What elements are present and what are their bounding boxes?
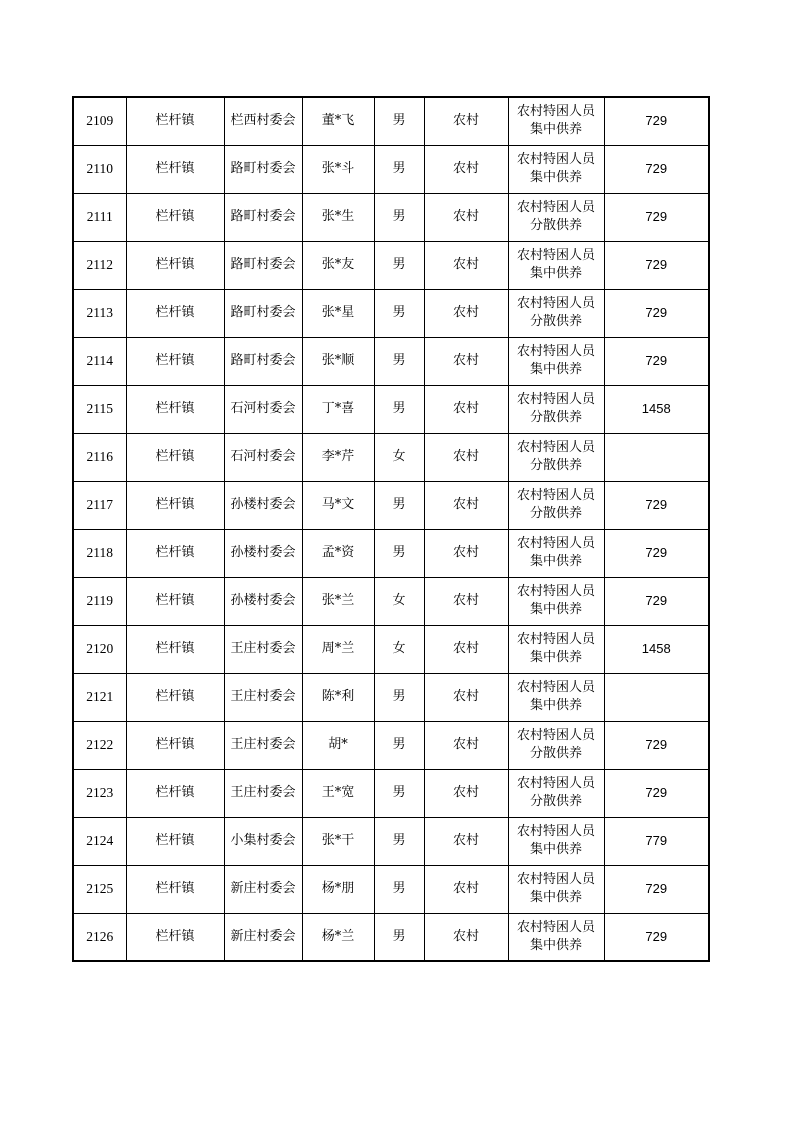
cell-person-name: 胡* xyxy=(302,721,374,769)
cell-village-text: 王庄村委会 xyxy=(230,641,296,656)
table-row xyxy=(73,529,709,577)
cell-record-number: 2125 xyxy=(73,865,126,913)
cell-person-name: 张*友 xyxy=(302,241,374,289)
cell-support-category xyxy=(508,481,604,529)
cell-record-number: 2126 xyxy=(73,913,126,961)
cell-town: 栏杆镇 xyxy=(126,193,224,241)
cell-support-category-text: 农村特困人员集中供养 xyxy=(516,344,595,377)
cell-record-number: 2123 xyxy=(73,769,126,817)
cell-gender: 女 xyxy=(374,625,424,673)
cell-area-type: 农村 xyxy=(424,529,508,577)
cell-amount: 1458 xyxy=(604,625,709,673)
cell-village-text: 新庄村委会 xyxy=(230,928,296,944)
cell-village-text: 路町村委会 xyxy=(230,257,296,272)
cell-village xyxy=(224,625,302,673)
cell-record-number: 2124 xyxy=(73,817,126,865)
table-row xyxy=(73,721,709,769)
cell-support-category xyxy=(508,529,604,577)
cell-area-type: 农村 xyxy=(424,673,508,721)
cell-village xyxy=(224,145,302,193)
cell-person-name: 杨*朋 xyxy=(302,865,374,913)
cell-town: 栏杆镇 xyxy=(126,385,224,433)
cell-support-category xyxy=(508,385,604,433)
cell-person-name: 张*斗 xyxy=(302,145,374,193)
cell-village xyxy=(224,529,302,577)
cell-support-category-text: 农村特困人员集中供养 xyxy=(516,536,595,569)
cell-gender: 男 xyxy=(374,865,424,913)
cell-village-text: 小集村委会 xyxy=(230,833,296,848)
cell-record-number: 2109 xyxy=(73,97,126,145)
cell-person-name: 张*生 xyxy=(302,193,374,241)
cell-town: 栏杆镇 xyxy=(126,433,224,481)
cell-amount: 729 xyxy=(604,769,709,817)
cell-village-text: 路町村委会 xyxy=(230,209,296,224)
cell-gender: 男 xyxy=(374,97,424,145)
table-row xyxy=(73,625,709,673)
cell-record-number: 2116 xyxy=(73,433,126,481)
cell-support-category xyxy=(508,625,604,673)
table-row xyxy=(73,673,709,721)
table-row xyxy=(73,97,709,145)
cell-town: 栏杆镇 xyxy=(126,481,224,529)
cell-village-text: 王庄村委会 xyxy=(230,689,296,704)
cell-amount: 729 xyxy=(604,289,709,337)
cell-support-category-text: 农村特困人员分散供养 xyxy=(516,440,595,473)
cell-amount: 729 xyxy=(604,97,709,145)
cell-area-type: 农村 xyxy=(424,145,508,193)
cell-record-number: 2111 xyxy=(73,193,126,241)
cell-support-category xyxy=(508,289,604,337)
cell-person-name: 丁*喜 xyxy=(302,385,374,433)
cell-village xyxy=(224,193,302,241)
cell-gender: 男 xyxy=(374,529,424,577)
cell-village xyxy=(224,481,302,529)
table-row xyxy=(73,145,709,193)
cell-record-number: 2121 xyxy=(73,673,126,721)
cell-support-category-text: 农村特困人员分散供养 xyxy=(516,488,595,521)
cell-amount: 729 xyxy=(604,337,709,385)
cell-village xyxy=(224,385,302,433)
cell-town: 栏杆镇 xyxy=(126,721,224,769)
cell-village-text: 孙楼村委会 xyxy=(230,593,296,608)
table-row xyxy=(73,817,709,865)
cell-village xyxy=(224,97,302,145)
cell-village-text: 路町村委会 xyxy=(230,353,296,368)
cell-gender: 男 xyxy=(374,769,424,817)
table-row xyxy=(73,193,709,241)
cell-amount: 729 xyxy=(604,721,709,769)
cell-support-category-text: 农村特困人员集中供养 xyxy=(516,632,595,665)
cell-gender: 男 xyxy=(374,193,424,241)
cell-support-category-text: 农村特困人员集中供养 xyxy=(516,248,595,281)
cell-support-category-text: 农村特困人员集中供养 xyxy=(516,919,595,953)
cell-village xyxy=(224,337,302,385)
cell-support-category-text: 农村特困人员分散供养 xyxy=(516,296,595,329)
cell-gender: 男 xyxy=(374,289,424,337)
cell-person-name: 王*宽 xyxy=(302,769,374,817)
cell-record-number: 2114 xyxy=(73,337,126,385)
cell-village xyxy=(224,865,302,913)
cell-record-number: 2113 xyxy=(73,289,126,337)
cell-person-name: 张*顺 xyxy=(302,337,374,385)
cell-record-number: 2110 xyxy=(73,145,126,193)
cell-support-category xyxy=(508,769,604,817)
table-row xyxy=(73,865,709,913)
cell-village xyxy=(224,721,302,769)
cell-amount xyxy=(604,433,709,481)
cell-support-category-text: 农村特困人员分散供养 xyxy=(516,392,595,425)
cell-area-type: 农村 xyxy=(424,433,508,481)
cell-town: 栏杆镇 xyxy=(126,673,224,721)
cell-town: 栏杆镇 xyxy=(126,337,224,385)
cell-amount: 729 xyxy=(604,865,709,913)
cell-village xyxy=(224,241,302,289)
table-row xyxy=(73,913,709,961)
cell-area-type: 农村 xyxy=(424,577,508,625)
cell-town: 栏杆镇 xyxy=(126,577,224,625)
cell-gender: 男 xyxy=(374,337,424,385)
cell-amount: 729 xyxy=(604,913,709,961)
cell-support-category xyxy=(508,721,604,769)
cell-village xyxy=(224,817,302,865)
cell-record-number: 2120 xyxy=(73,625,126,673)
cell-support-category-text: 农村特困人员分散供养 xyxy=(516,776,595,809)
cell-town: 栏杆镇 xyxy=(126,865,224,913)
cell-person-name: 马*文 xyxy=(302,481,374,529)
cell-village-text: 王庄村委会 xyxy=(230,785,296,800)
table-row xyxy=(73,289,709,337)
cell-village-text: 栏西村委会 xyxy=(230,113,296,129)
table-row xyxy=(73,241,709,289)
cell-area-type: 农村 xyxy=(424,769,508,817)
cell-amount: 1458 xyxy=(604,385,709,433)
cell-record-number: 2117 xyxy=(73,481,126,529)
cell-area-type: 农村 xyxy=(424,913,508,961)
cell-area-type: 农村 xyxy=(424,289,508,337)
cell-person-name: 张*兰 xyxy=(302,577,374,625)
cell-person-name: 陈*利 xyxy=(302,673,374,721)
cell-person-name: 周*兰 xyxy=(302,625,374,673)
cell-support-category xyxy=(508,433,604,481)
cell-support-category xyxy=(508,337,604,385)
cell-town: 栏杆镇 xyxy=(126,625,224,673)
cell-support-category-text: 农村特困人员集中供养 xyxy=(516,872,595,905)
cell-village xyxy=(224,577,302,625)
cell-amount xyxy=(604,673,709,721)
cell-gender: 男 xyxy=(374,241,424,289)
table-row xyxy=(73,385,709,433)
cell-record-number: 2122 xyxy=(73,721,126,769)
cell-support-category xyxy=(508,913,604,961)
cell-amount: 729 xyxy=(604,193,709,241)
cell-gender: 男 xyxy=(374,721,424,769)
cell-town: 栏杆镇 xyxy=(126,145,224,193)
cell-gender: 女 xyxy=(374,577,424,625)
cell-amount: 729 xyxy=(604,577,709,625)
cell-gender: 男 xyxy=(374,145,424,193)
cell-village-text: 石河村委会 xyxy=(230,449,296,464)
cell-area-type: 农村 xyxy=(424,481,508,529)
cell-town: 栏杆镇 xyxy=(126,817,224,865)
cell-support-category xyxy=(508,145,604,193)
cell-support-category-text: 农村特困人员集中供养 xyxy=(516,104,595,138)
cell-amount: 729 xyxy=(604,145,709,193)
cell-person-name: 杨*兰 xyxy=(302,913,374,961)
cell-village xyxy=(224,433,302,481)
cell-gender: 男 xyxy=(374,673,424,721)
cell-area-type: 农村 xyxy=(424,625,508,673)
cell-area-type: 农村 xyxy=(424,817,508,865)
table-row xyxy=(73,433,709,481)
cell-person-name: 张*干 xyxy=(302,817,374,865)
table-row xyxy=(73,769,709,817)
cell-village xyxy=(224,769,302,817)
cell-village-text: 王庄村委会 xyxy=(230,737,296,752)
cell-record-number: 2119 xyxy=(73,577,126,625)
cell-area-type: 农村 xyxy=(424,385,508,433)
cell-support-category xyxy=(508,193,604,241)
cell-village-text: 新庄村委会 xyxy=(230,881,296,896)
relief-roster-table xyxy=(72,96,710,962)
cell-village xyxy=(224,913,302,961)
cell-village-text: 石河村委会 xyxy=(230,401,296,416)
cell-support-category-text: 农村特困人员分散供养 xyxy=(516,728,595,761)
cell-amount: 729 xyxy=(604,481,709,529)
cell-village-text: 孙楼村委会 xyxy=(230,545,296,560)
roster-body xyxy=(73,97,709,961)
cell-record-number: 2112 xyxy=(73,241,126,289)
cell-support-category xyxy=(508,673,604,721)
cell-support-category xyxy=(508,577,604,625)
cell-support-category-text: 农村特困人员集中供养 xyxy=(516,680,595,713)
cell-support-category-text: 农村特困人员分散供养 xyxy=(516,200,595,233)
cell-record-number: 2115 xyxy=(73,385,126,433)
table-row xyxy=(73,337,709,385)
cell-area-type: 农村 xyxy=(424,241,508,289)
cell-village xyxy=(224,673,302,721)
cell-person-name: 张*星 xyxy=(302,289,374,337)
cell-village-text: 路町村委会 xyxy=(230,161,296,176)
cell-person-name: 董*飞 xyxy=(302,97,374,145)
cell-person-name: 孟*资 xyxy=(302,529,374,577)
cell-support-category xyxy=(508,865,604,913)
cell-town: 栏杆镇 xyxy=(126,241,224,289)
cell-area-type: 农村 xyxy=(424,721,508,769)
cell-area-type: 农村 xyxy=(424,193,508,241)
cell-town: 栏杆镇 xyxy=(126,289,224,337)
cell-village xyxy=(224,289,302,337)
cell-person-name: 李*芹 xyxy=(302,433,374,481)
cell-town: 栏杆镇 xyxy=(126,913,224,961)
table-row xyxy=(73,577,709,625)
cell-gender: 男 xyxy=(374,481,424,529)
cell-gender: 男 xyxy=(374,385,424,433)
cell-support-category-text: 农村特困人员集中供养 xyxy=(516,152,595,185)
cell-support-category xyxy=(508,241,604,289)
cell-area-type: 农村 xyxy=(424,865,508,913)
cell-support-category-text: 农村特困人员集中供养 xyxy=(516,824,595,857)
cell-town: 栏杆镇 xyxy=(126,97,224,145)
cell-amount: 779 xyxy=(604,817,709,865)
table-row xyxy=(73,481,709,529)
cell-village-text: 孙楼村委会 xyxy=(230,497,296,512)
cell-town: 栏杆镇 xyxy=(126,529,224,577)
cell-record-number: 2118 xyxy=(73,529,126,577)
cell-support-category xyxy=(508,817,604,865)
cell-support-category-text: 农村特困人员集中供养 xyxy=(516,584,595,617)
cell-area-type: 农村 xyxy=(424,97,508,145)
cell-gender: 女 xyxy=(374,433,424,481)
cell-area-type: 农村 xyxy=(424,337,508,385)
cell-village-text: 路町村委会 xyxy=(230,305,296,320)
cell-amount: 729 xyxy=(604,241,709,289)
cell-town: 栏杆镇 xyxy=(126,769,224,817)
cell-amount: 729 xyxy=(604,529,709,577)
cell-gender: 男 xyxy=(374,817,424,865)
cell-gender: 男 xyxy=(374,913,424,961)
cell-support-category xyxy=(508,97,604,145)
